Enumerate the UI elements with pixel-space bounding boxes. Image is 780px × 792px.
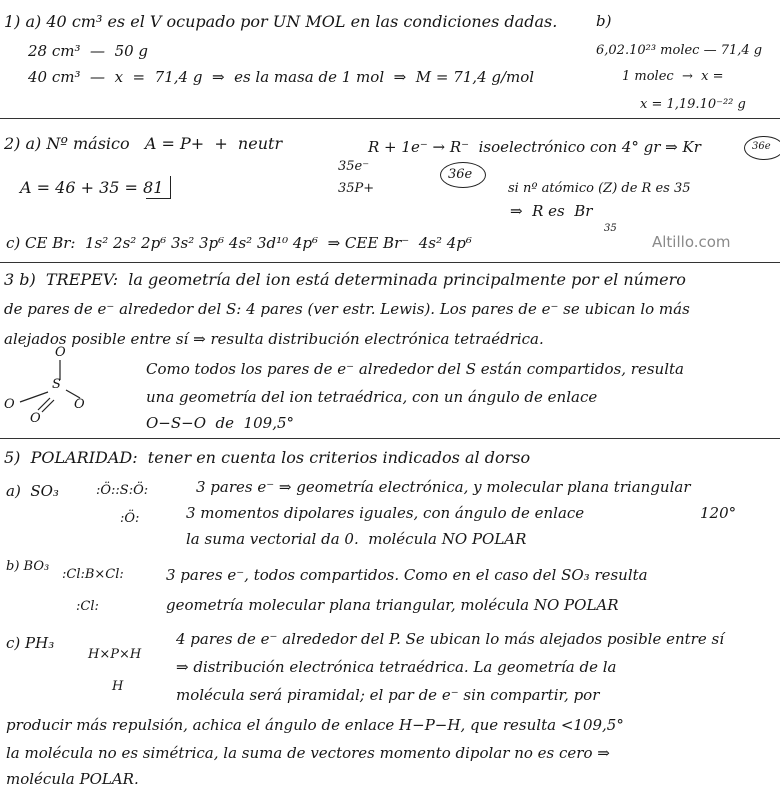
q1-line-2: 28 cm³ — 50 g: [28, 42, 149, 60]
q5-c-line-5: la molécula no es simétrica, la suma de vectores momento dipolar no es cero ⇒: [6, 744, 610, 762]
ph3-lewis-bottom: H: [112, 679, 124, 694]
q5-a-label: a) SO₃: [6, 482, 59, 500]
electron-config: c) CE Br: 1s² 2s² 2p⁶ 3s² 3p⁶ 4s² 3d¹⁰ 4p⁶ ⇒ CEE Br⁻ 4s² 4p⁶: [6, 234, 472, 252]
protons-35: 35P+: [338, 181, 375, 196]
q1-line-3: 40 cm³ — x = 71,4 g ⇒ es la masa de 1 mol ⇒ M = 71,4 g/mol: [28, 68, 535, 86]
q5-b-label: b) BO₃: [6, 559, 50, 574]
kr-circle-text: 36e: [752, 141, 771, 152]
q1-b-line-3: x = 1,19.10⁻²² g: [640, 97, 746, 112]
q1-line-1: 1) a) 40 cm³ es el V ocupado por UN MOL en las condiciones dadas.: [4, 12, 558, 31]
divider-q2-q3: [0, 262, 780, 263]
q5-a-line-1: 3 pares e⁻ ⇒ geometría electrónica, y molecular plana triangular: [196, 478, 691, 496]
q5-c-line-1: 4 pares de e⁻ alrededor del P. Se ubican lo más alejados posible entre sí: [176, 630, 724, 648]
struct-s: S: [52, 377, 61, 392]
z-line-1: si nº atómico (Z) de R es 35: [508, 181, 691, 196]
q5-c-line-3: molécula será piramidal; el par de e⁻ sin compartir, por: [176, 686, 600, 704]
so3-lewis-bottom: :Ö:: [120, 511, 140, 526]
z-subscript: 35: [604, 223, 617, 234]
circle-36e-text: 36e: [448, 167, 473, 182]
q5-c-label: c) PH₃: [6, 634, 55, 652]
divider-q3-q5: [0, 438, 780, 439]
watermark: Altillo.com: [652, 233, 731, 251]
q2-line-1: 2) a) Nº másico A = P+ + neutr: [4, 134, 283, 153]
q3-line-2: de pares de e⁻ alrededor del S: 4 pares (ver estr. Lewis). Los pares de e⁻ se ubican lo más: [4, 300, 690, 318]
q1-b-line-2: 1 molec → x =: [622, 69, 724, 84]
q5-b-line-1: 3 pares e⁻, todos compartidos. Como en el caso del SO₃ resulta: [166, 566, 648, 584]
q3-line-6: O−S−O de 109,5°: [146, 414, 295, 432]
struct-o-bottom: O: [30, 411, 41, 426]
q2-isoelectronic: R + 1e⁻ → R⁻ isoelectrónico con 4° gr ⇒ Kr: [368, 138, 701, 156]
q3-line-3: alejados posible entre sí ⇒ resulta distribución electrónica tetraédrica.: [4, 330, 544, 348]
q5-a-line-3: la suma vectorial da 0. molécula NO POLAR: [186, 530, 527, 548]
struct-o-left: O: [4, 397, 15, 412]
z-line-2: ⇒ R es Br: [510, 202, 593, 220]
struct-o-top: O: [55, 345, 66, 360]
q5-a-line-2: 3 momentos dipolares iguales, con ángulo de enlace: [186, 504, 585, 522]
ph3-lewis: H×P×H: [88, 647, 142, 662]
q3-line-4: Como todos los pares de e⁻ alrededor del S están compartidos, resulta: [146, 360, 684, 378]
so3-angle: 120°: [700, 504, 737, 522]
q3-line-5: una geometría del ion tetraédrica, con un ángulo de enlace: [146, 388, 598, 406]
q3-line-1: 3 b) TREPEV: la geometría del ion está determinada principalmente por el número: [4, 270, 686, 289]
q5-c-line-2: ⇒ distribución electrónica tetraédrica. La geometría de la: [176, 658, 617, 676]
bo3-lewis-bottom: :Cl:: [76, 599, 99, 614]
answer-box: [146, 176, 171, 199]
q1-b-label: b): [596, 12, 612, 30]
bo3-lewis: :Cl:B×Cl:: [62, 567, 124, 582]
q1-b-line-1: 6,02.10²³ molec — 71,4 g: [596, 43, 763, 58]
q5-c-line-4: producir más repulsión, achica el ángulo de enlace H−P−H, que resulta <109,5°: [6, 716, 624, 734]
q5-title: 5) POLARIDAD: tener en cuenta los criterios indicados al dorso: [4, 448, 531, 467]
q5-b-line-2: geometría molecular plana triangular, molécula NO POLAR: [166, 596, 619, 614]
q5-c-line-6: molécula POLAR.: [6, 770, 139, 788]
mass-number-calc: A = 46 + 35 = 81: [20, 178, 164, 197]
electrons-35: 35e⁻: [338, 159, 370, 174]
divider-q1-q2: [0, 118, 780, 119]
so3-lewis: :Ö::S:Ö:: [96, 483, 149, 498]
struct-o-right: O: [74, 397, 85, 412]
